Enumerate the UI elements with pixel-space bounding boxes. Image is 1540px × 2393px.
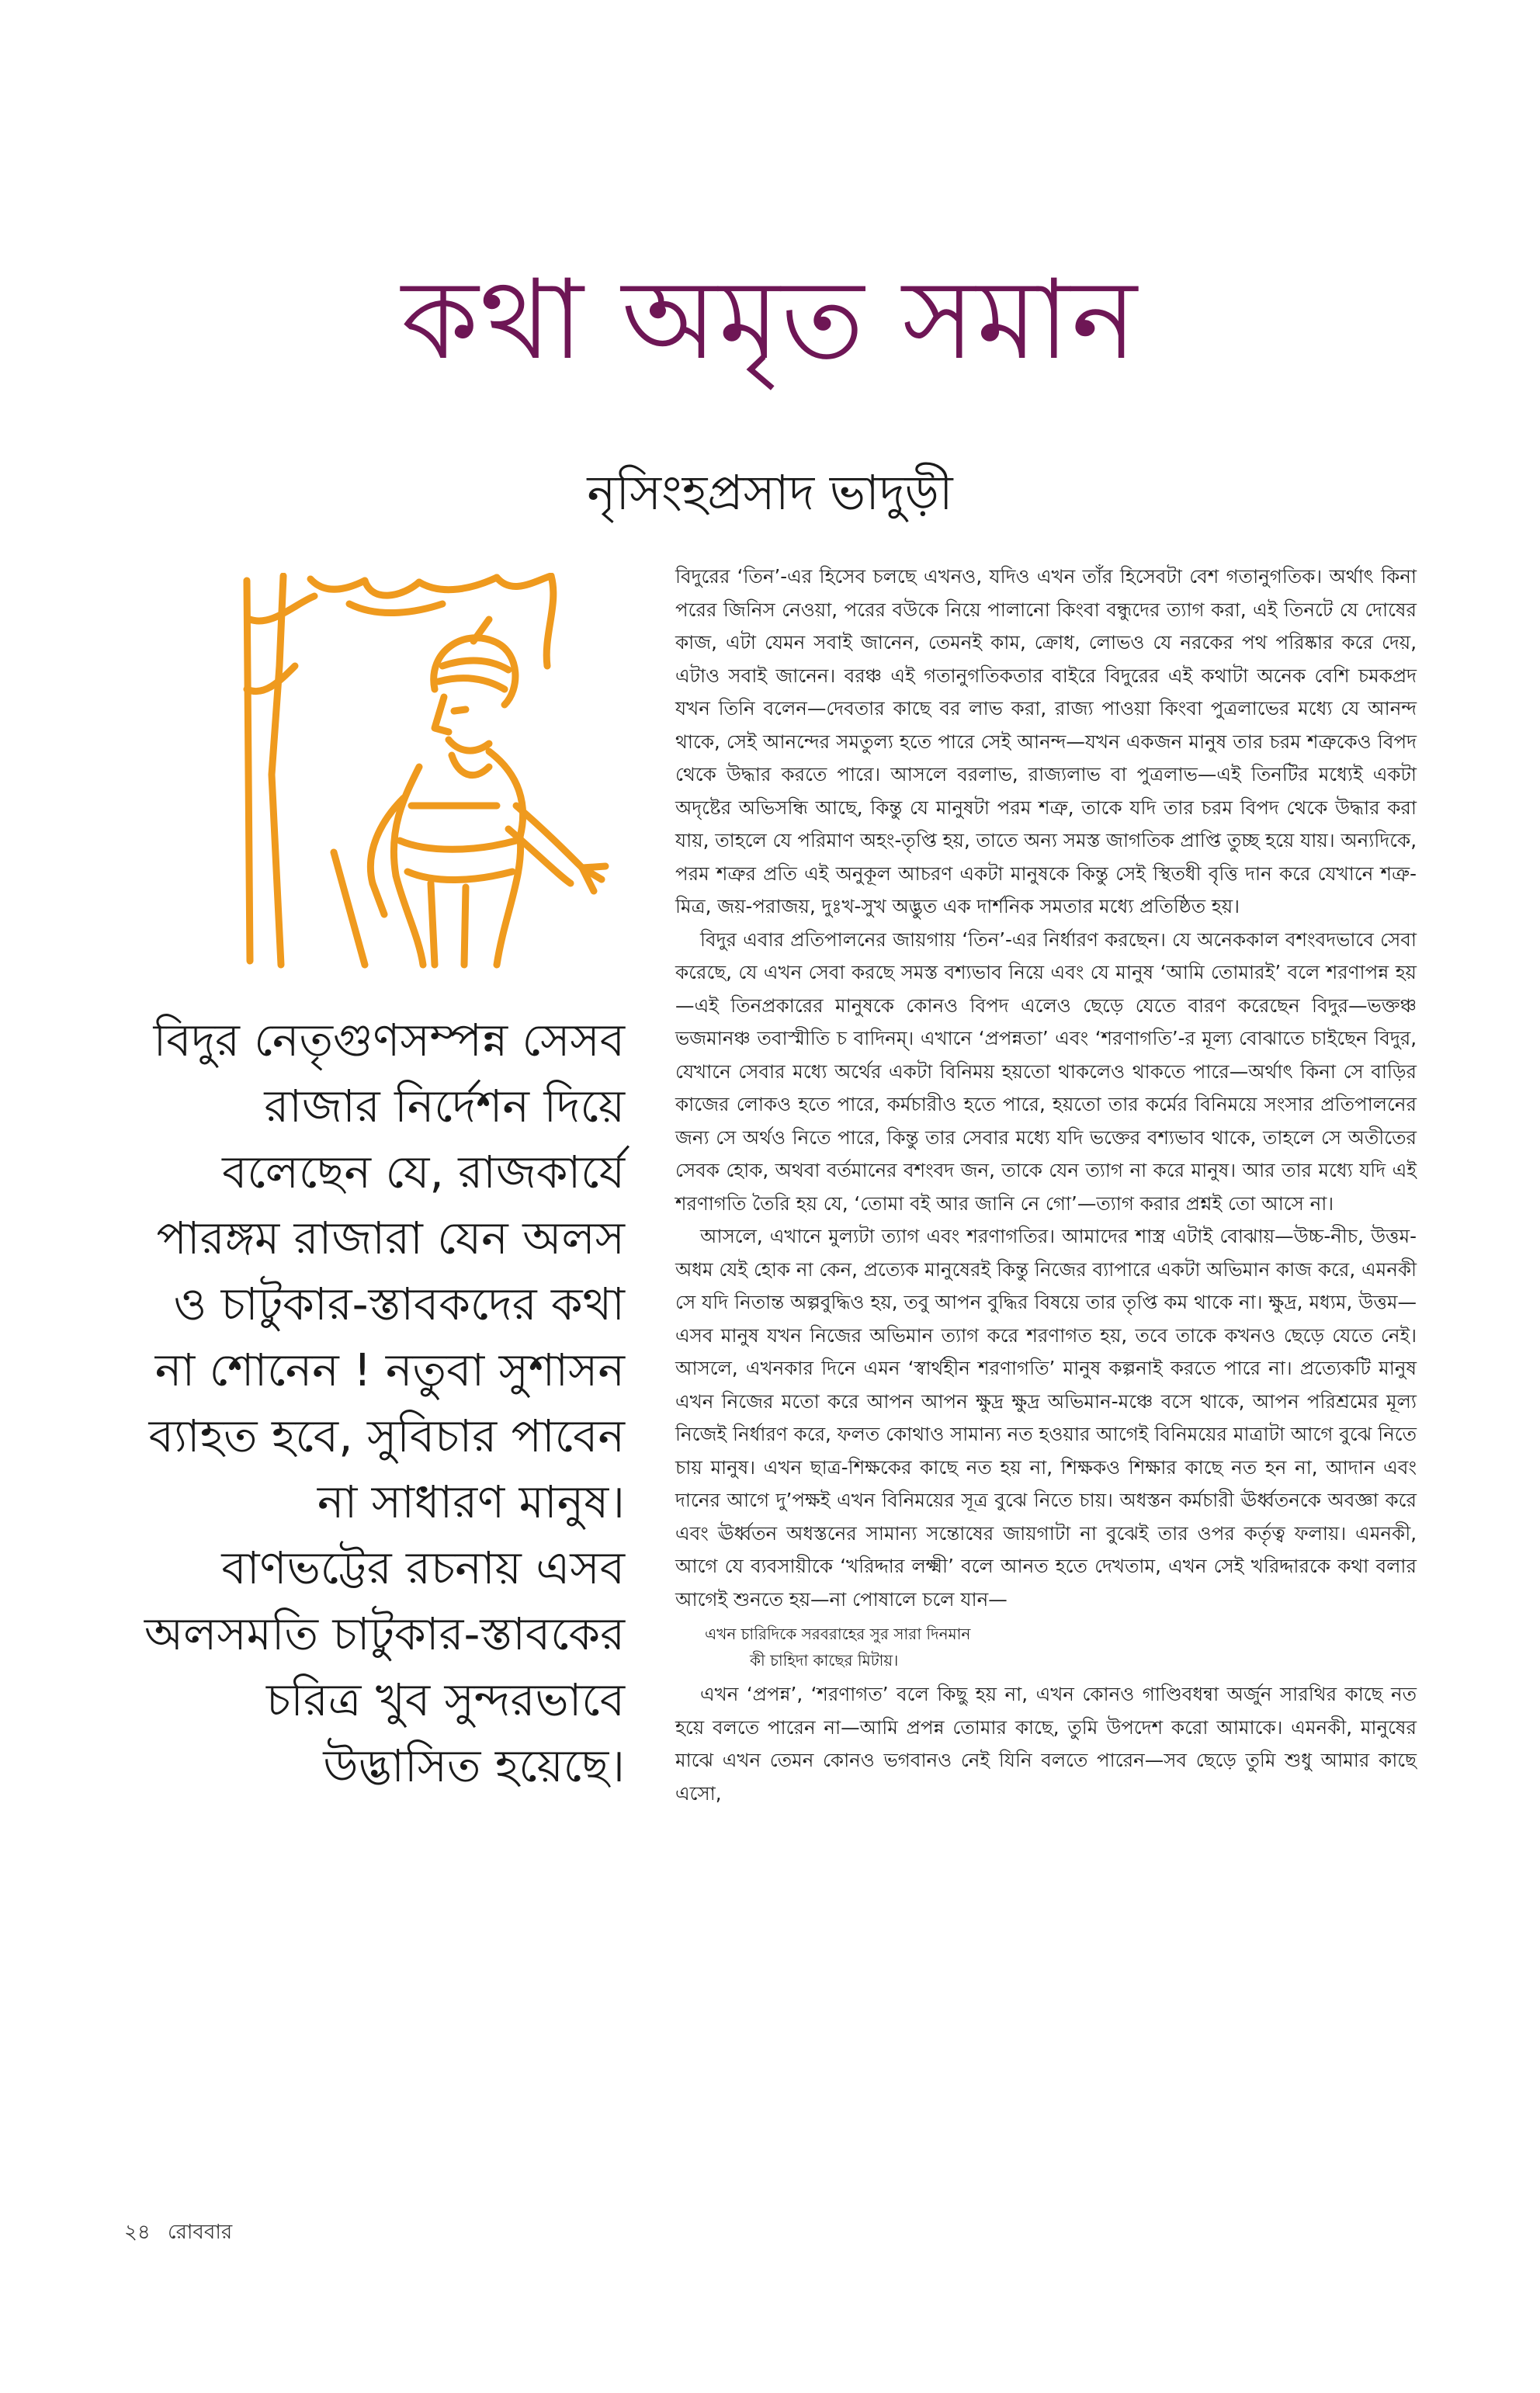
author-name: নৃসিংহপ্রসাদ ভাদুড়ী — [587, 464, 953, 521]
article-body — [675, 560, 1417, 1810]
page-title: কথা অমৃত সমান — [401, 256, 1139, 384]
verse-line: কী চাহিদা কাছের মিটায়। — [750, 1651, 899, 1670]
verse-line: এখন চারিদিকে সরবরাহের সুর সারা দিনমান — [705, 1625, 971, 1643]
page-footer — [124, 2218, 232, 2246]
body-paragraph: এখন ‘প্রপন্ন’, ‘শরণাগত’ বলে কিছু হয় না, এখন কোনও গাণ্ডিবধন্বা অর্জুন সারথির কাছে নত হয়ে বলতে পারেন না—আমি প্রপন্ন তোমার কাছে, তুমি উপদেশ করো আমাকে। এমনকী, মানুষের মাঝে এখন তেমন কোনও ভগবানও নেই যিনি বলতে পারেন—সব ছেড়ে তুমি শুধু আমার কাছে এসো, — [675, 1683, 1417, 1805]
body-paragraph: আসলে, এখানে মুল্যটা ত্যাগ এবং শরণাগতির। আমাদের শাস্ত্র এটাই বোঝায়—উচ্চ-নীচ, উত্তম-অধম যেই হোক না কেন, প্রত্যেক মানুষেরই কিন্তু নিজের ব্যাপারে একটা অভিমান কাজ করে, এমনকী সে যদি নিতান্ত অল্পবুদ্ধিও হয়, তবু আপন বুদ্ধির বিষয়ে তার তৃপ্তি কম থাকে না। ক্ষুদ্র, মধ্যম, উত্তম—এসব মানুষ যখন নিজের অভিমান ত্যাগ করে শরণাগত হয়, তবে তাকে কখনও ছেড়ে যেতে নেই। আসলে, এখনকার দিনে এমন ‘স্বার্থহীন শরণাগতি’ মানুষ কল্পনাই করতে পারে না। প্রত্যেকটি মানুষ এখন নিজের মতো করে আপন আপন ক্ষুদ্র ক্ষুদ্র অভিমান-মঞ্চে বসে থাকে, আপন পরিশ্রমের মূল্য নিজেই নির্ধারণ করে, ফলত কোথাও সামান্য নত হওয়ার আগেই বিনিময়ের মাত্রাটা আগে বুঝে নিতে চায় মানুষ। এখন ছাত্র-শিক্ষকের কাছে নত হয় না, শিক্ষকও শিক্ষার কাছে নত হন না, আদান এবং দানের আগে দু’পক্ষই এখন বিনিময়ের সূত্র বুঝে নিতে চায়। অধস্তন কর্মচারী ঊর্ধ্বতনকে অবজ্ঞা করে এবং ঊর্ধ্বতন অধস্তনের সামান্য সন্তোষের জায়গাটা না বুঝেই তার ওপর কর্তৃত্ব ফলায়। এমনকী, আগে যে ব্যবসায়ীকে ‘খরিদ্দার লক্ষ্মী’ বলে আনত হতে দেখতাম, এখন সেই খরিদ্দারকে কথা বলার আগেই শুনতে হয়—না পোষালে চলে যান— — [675, 1225, 1417, 1611]
vidura-sketch-icon — [241, 573, 621, 970]
pull-quote: বিদুর নেতৃগুণসম্পন্ন সেসব রাজার নির্দেশন দিয়ে বলেছেন যে, রাজকার্যে পারঙ্গম রাজারা যেন অলস ও চাটুকার-স্তাবকদের কথা না শোনেন ! নতুবা সুশাসন ব্যাহত হবে, সুবিচার পাবেন না সাধারণ মানুষ। বাণভট্টের রচনায় এসব অলসমতি চাটুকার-স্তাবকের চরিত্র খুব সুন্দরভাবে উদ্ভাসিত হয়েছে। — [144, 1014, 625, 1792]
page-number: ২৪ — [124, 2221, 151, 2244]
verse-quote — [705, 1621, 1417, 1673]
magazine-name: রোববার — [168, 2221, 233, 2244]
body-paragraph: বিদুরের ‘তিন’-এর হিসেব চলছে এখনও, যদিও এখন তাঁর হিসেবটা বেশ গতানুগতিক। অর্থাৎ কিনা পরের জিনিস নেওয়া, পরের বউকে নিয়ে পালানো কিংবা বন্ধুদের ত্যাগ করা, এই তিনটে যে দোষের কাজ, এটা যেমন সবাই জানেন, তেমনই কাম, ক্রোধ, লোভও যে নরকের পথ পরিষ্কার করে দেয়, এটাও সবাই জানেন। বরঞ্চ এই গতানুগতিকতার বাইরে বিদুরের এই কথাটা অনেক বেশি চমকপ্রদ যখন তিনি বলেন—দেবতার কাছে বর লাভ করা, রাজ্য পাওয়া কিংবা পুত্রলাভের মধ্যে যে আনন্দ থাকে, সেই আনন্দের সমতুল্য হতে পারে সেই আনন্দ—যখন একজন মানুষ তার চরম শত্রুকেও বিপদ থেকে উদ্ধার করতে পারে। আসলে বরলাভ, রাজ্যলাভ বা পুত্রলাভ—এই তিনটির মধ্যেই একটা অদৃষ্টের অভিসন্ধি আছে, কিন্তু যে মানুষটা পরম শত্রু, তাকে যদি তার চরম বিপদ থেকে উদ্ধার করা যায়, তাহলে যে পরিমাণ অহং-তৃপ্তি হয়, তাতে অন্য সমস্ত জাগতিক প্রাপ্তি তুচ্ছ হয়ে যায়। অন্যদিকে, পরম শত্রুর প্রতি এই অনুকূল আচরণ একটা মানুষকে কিন্তু সেই স্থিতধী বৃত্তি দান করে যেখানে শত্রু-মিত্র, জয়-পরাজয়, দুঃখ-সুখ অদ্ভুত এক দার্শনিক সমতার মধ্যে প্রতিষ্ঠিত হয়। — [675, 565, 1417, 917]
body-paragraph: বিদুর এবার প্রতিপালনের জায়গায় ‘তিন’-এর নির্ধারণ করছেন। যে অনেককাল বশংবদভাবে সেবা করেছে, যে এখন সেবা করছে সমস্ত বশ্যভাব নিয়ে এবং যে মানুষ ‘আমি তোমারই’ বলে শরণাপন্ন হয়—এই তিনপ্রকারের মানুষকে কোনও বিপদ এলেও ছেড়ে যেতে বারণ করেছেন বিদুর—ভক্তঞ্চ ভজমানঞ্চ তবাস্মীতি চ বাদিনম্। এখানে ‘প্রপন্নতা’ এবং ‘শরণাগতি’-র মূল্য বোঝাতে চাইছেন বিদুর, যেখানে সেবার মধ্যে অর্থের একটা বিনিময় হয়তো থাকলেও থাকতে পারে—অর্থাৎ কিনা সে বাড়ির কাজের লোকও হতে পারে, কর্মচারীও হতে পারে, হয়তো তার কর্মের বিনিময়ে সংসার প্রতিপালনের জন্য সে অর্থও নিতে পারে, কিন্তু তার সেবার মধ্যে যদি ভক্তের বশ্যভাব থাকে, তাহলে সে অতীতের সেবক হোক, অথবা বর্তমানের বশংবদ জন, তাকে যেন ত্যাগ না করে মানুষ। আর তার মধ্যে যদি এই শরণাগতি তৈরি হয় যে, ‘তোমা বই আর জানি নে গো’—ত্যাগ করার প্রশ্নই তো আসে না। — [675, 928, 1417, 1215]
